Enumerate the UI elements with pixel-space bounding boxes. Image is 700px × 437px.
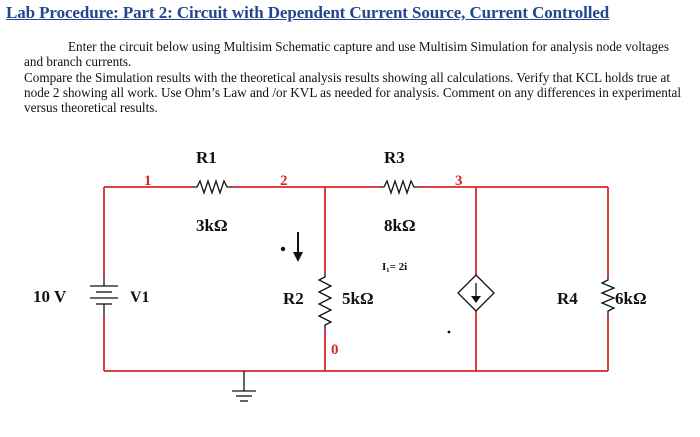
r2-resistor bbox=[319, 272, 331, 330]
circuit-wires bbox=[104, 187, 608, 371]
source-name: V1 bbox=[130, 289, 150, 306]
r2-value: 5kΩ bbox=[342, 289, 374, 308]
r4-name: R4 bbox=[557, 289, 578, 308]
r3-value: 8kΩ bbox=[384, 216, 416, 235]
r1-resistor bbox=[193, 181, 233, 193]
r4-value: 6kΩ bbox=[615, 289, 647, 308]
node-label-2: 2 bbox=[280, 173, 288, 189]
node-label-3: 3 bbox=[455, 173, 463, 189]
current-arrow bbox=[281, 232, 303, 262]
instructions-paragraph-1: Enter the circuit below using Multisim Schematic capture and use Multisim Simulation for analysis node voltages and branch currents. bbox=[24, 39, 670, 70]
r2-name: R2 bbox=[283, 289, 304, 308]
instructions-paragraph-2: Compare the Simulation results with the theoretical analysis results showing all calculations. Verify that KCL holds true at node 2 showing all work. Use Ohm’s Law and /or KVL as needed for analysis. Comment on any differences in experimental versus theoretical results. bbox=[24, 69, 682, 116]
battery-symbol bbox=[90, 278, 118, 316]
node-label-1: 1 bbox=[144, 173, 152, 189]
ground-symbol bbox=[232, 371, 256, 401]
dependent-current-source bbox=[458, 275, 494, 311]
r4-resistor bbox=[602, 276, 614, 316]
stray-dot bbox=[448, 331, 451, 334]
r3-resistor bbox=[380, 181, 420, 193]
r1-name: R1 bbox=[196, 148, 217, 167]
page-title: Lab Procedure: Part 2: Circuit with Dependent Current Source, Current Controlled bbox=[6, 3, 610, 22]
r3-name: R3 bbox=[384, 148, 405, 167]
r1-value: 3kΩ bbox=[196, 216, 228, 235]
dependent-source-expression: I₁= 2i bbox=[382, 261, 408, 273]
source-value: 10 V bbox=[33, 287, 67, 306]
node-label-0: 0 bbox=[331, 342, 339, 358]
